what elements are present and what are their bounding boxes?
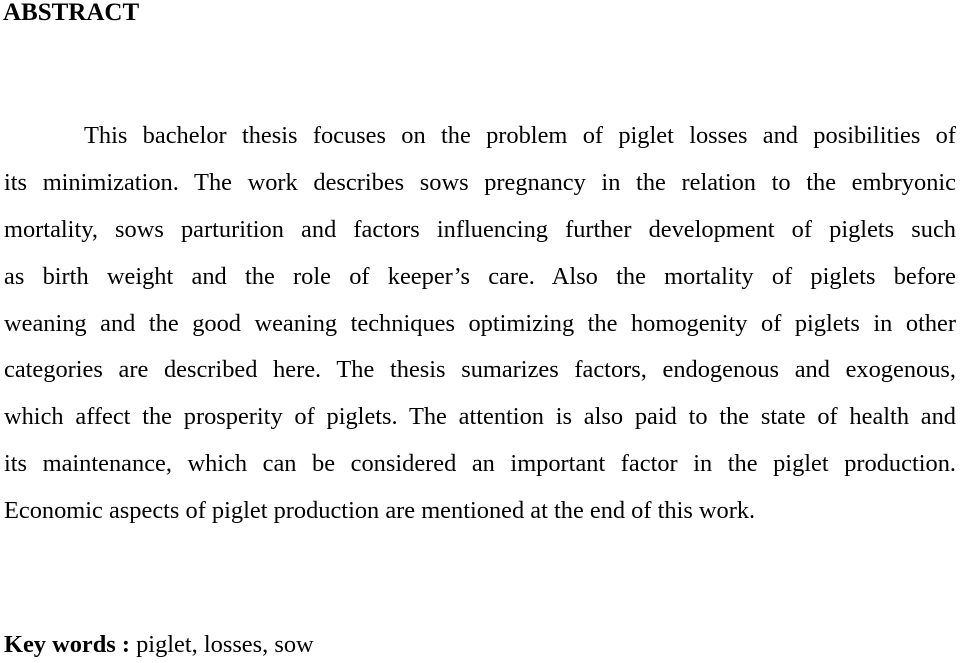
page-title: ABSTRACT — [3, 0, 140, 26]
abstract-text — [4, 113, 956, 535]
keywords-value: piglet, losses, sow — [130, 631, 314, 658]
keywords-label: Key words : — [4, 631, 131, 658]
keywords-line — [4, 628, 314, 662]
abstract-line: which affect the prosperity of piglets. The attention is also paid to the state of health and — [4, 403, 956, 431]
abstract-line: its maintenance, which can be considered an important factor in the piglet production. — [4, 450, 956, 478]
abstract-line: weaning and the good weaning techniques optimizing the homogenity of piglets in other — [4, 309, 956, 337]
abstract-line: as birth weight and the role of keeper’s care. Also the mortality of piglets before — [4, 262, 956, 290]
abstract-line: categories are described here. The thesis sumarizes factors, endogenous and exogenous, — [4, 356, 956, 384]
abstract-line: mortality, sows parturition and factors influencing further development of piglets such — [4, 215, 956, 243]
abstract-line: Economic aspects of piglet production are mentioned at the end of this work. — [4, 497, 756, 525]
abstract-line: This bachelor thesis focuses on the problem of piglet losses and posibilities of — [84, 122, 956, 149]
abstract-line: its minimization. The work describes sows pregnancy in the relation to the embryonic — [4, 168, 956, 196]
